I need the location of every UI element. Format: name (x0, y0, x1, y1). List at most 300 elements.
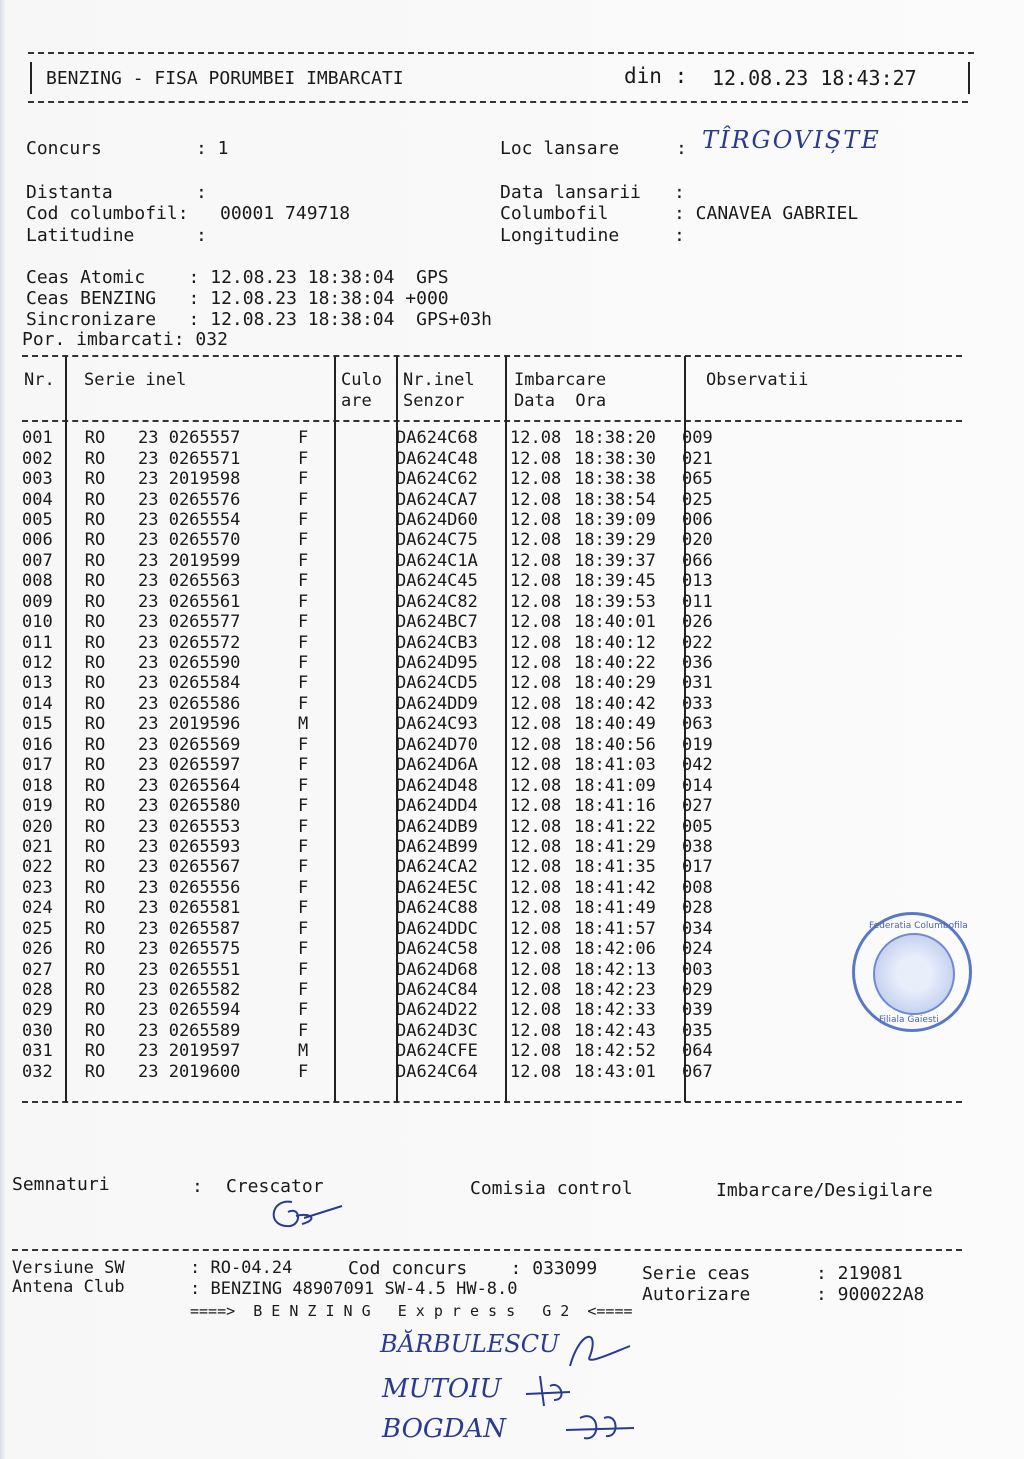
row-nr: 028 (22, 980, 53, 1001)
row-sensor: DA624D22 (396, 1000, 478, 1021)
col-header-imbarcare-2: Data Ora (514, 391, 607, 411)
row-sex: F (298, 857, 309, 878)
row-observatii: 033 (682, 693, 713, 714)
row-sex: F (298, 448, 309, 469)
row-time: 18:38:38 (574, 469, 656, 490)
row-ring-series: 23 0265570 (138, 530, 241, 551)
row-observatii: 011 (682, 591, 713, 612)
row-observatii: 026 (682, 612, 713, 633)
autorizare-label: Autorizare (642, 1284, 751, 1305)
longitudine-label: Longitudine (500, 225, 620, 246)
row-date: 12.08 (510, 857, 562, 878)
row-color (328, 653, 388, 673)
table-row (22, 653, 742, 673)
row-time: 18:42:52 (574, 1041, 656, 1062)
row-time: 18:40:42 (574, 693, 656, 714)
row-color (328, 857, 388, 877)
row-time: 18:42:06 (574, 939, 656, 960)
row-time: 18:41:57 (574, 918, 656, 939)
row-observatii: 065 (682, 469, 713, 490)
table-bottom-rule (22, 1101, 962, 1103)
row-ring-series: 23 0265572 (138, 632, 241, 653)
row-ring-series: 23 2019597 (138, 1041, 241, 1062)
row-country: RO (84, 775, 106, 796)
row-sex: M (298, 1041, 309, 1062)
row-ring-series: 23 2019600 (138, 1061, 241, 1082)
latitudine-value: : (196, 225, 207, 246)
porumbei-imbarcati-line: Por. imbarcati: 032 (22, 329, 228, 350)
row-time: 18:41:16 (574, 796, 656, 817)
row-sex: F (298, 734, 309, 755)
row-country: RO (84, 734, 106, 755)
serie-ceas-value: : 219081 (816, 1263, 903, 1284)
row-color (328, 816, 388, 836)
table-row (22, 837, 742, 857)
header-left-border (30, 62, 32, 94)
table-row (22, 959, 742, 979)
col-header-nr-inel-1: Nr.inel (403, 370, 475, 390)
row-nr: 031 (22, 1041, 53, 1062)
row-sex: F (298, 530, 309, 551)
row-nr: 029 (22, 1000, 53, 1021)
row-sex: F (298, 877, 309, 898)
cod-columbofil-value: 00001 749718 (220, 203, 351, 224)
row-time: 18:42:33 (574, 1000, 656, 1021)
row-sex: F (298, 550, 309, 571)
row-observatii: 003 (682, 959, 713, 980)
table-row (22, 980, 742, 1000)
row-observatii: 066 (682, 550, 713, 571)
row-country: RO (84, 653, 106, 674)
table-row (22, 857, 742, 877)
row-sensor: DA624CB3 (396, 632, 478, 653)
row-country: RO (84, 673, 106, 694)
row-observatii: 017 (682, 857, 713, 878)
row-ring-series: 23 0265569 (138, 734, 241, 755)
sincronizare-line: Sincronizare : 12.08.23 18:38:04 GPS+03h (26, 309, 492, 330)
col-header-culoare-2: are (341, 391, 372, 411)
row-nr: 005 (22, 509, 53, 530)
federation-stamp (852, 912, 972, 1032)
row-observatii: 031 (682, 673, 713, 694)
row-sensor: DA624B99 (396, 836, 478, 857)
row-nr: 012 (22, 653, 53, 674)
row-sex: F (298, 755, 309, 776)
row-date: 12.08 (510, 1061, 562, 1082)
row-sensor: DA624BC7 (396, 612, 478, 633)
row-time: 18:42:23 (574, 980, 656, 1001)
row-date: 12.08 (510, 428, 562, 449)
row-nr: 015 (22, 714, 53, 735)
distanta-value: : (196, 182, 207, 203)
row-date: 12.08 (510, 653, 562, 674)
data-lansarii-value: : (674, 182, 685, 203)
row-observatii: 005 (682, 816, 713, 837)
row-country: RO (84, 509, 106, 530)
row-sensor: DA624D95 (396, 653, 478, 674)
row-time: 18:39:45 (574, 571, 656, 592)
row-sex: F (298, 939, 309, 960)
row-color (328, 632, 388, 652)
row-date: 12.08 (510, 612, 562, 633)
row-nr: 032 (22, 1061, 53, 1082)
table-row (22, 755, 742, 775)
versiune-sw-value: : RO-04.24 (190, 1258, 293, 1278)
table-row (22, 489, 742, 509)
signature-2-icon (520, 1370, 580, 1410)
cod-columbofil-label: Cod columbofil: (26, 203, 189, 224)
col-header-culoare-1: Culo (341, 370, 382, 390)
row-time: 18:39:29 (574, 530, 656, 551)
row-date: 12.08 (510, 591, 562, 612)
stamp-text-bottom: Filiala Gaiesti (879, 1015, 939, 1025)
row-country: RO (84, 428, 106, 449)
table-row (22, 714, 742, 734)
row-time: 18:39:37 (574, 550, 656, 571)
row-nr: 020 (22, 816, 53, 837)
signature-1-icon (560, 1326, 640, 1372)
row-color (328, 878, 388, 898)
row-nr: 027 (22, 959, 53, 980)
row-sensor: DA624CFE (396, 1041, 478, 1062)
row-nr: 026 (22, 939, 53, 960)
row-country: RO (84, 1020, 106, 1041)
table-row (22, 694, 742, 714)
row-ring-series: 23 0265593 (138, 836, 241, 857)
row-nr: 014 (22, 693, 53, 714)
col-header-nr-inel-2: Senzor (403, 391, 465, 411)
row-country: RO (84, 898, 106, 919)
serie-ceas-label: Serie ceas (642, 1263, 751, 1284)
table-row (22, 796, 742, 816)
row-sex: F (298, 469, 309, 490)
row-sensor: DA624C82 (396, 591, 478, 612)
table-row (22, 898, 742, 918)
row-sensor: DA624C45 (396, 571, 478, 592)
row-ring-series: 23 0265581 (138, 898, 241, 919)
row-country: RO (84, 489, 106, 510)
row-color (328, 796, 388, 816)
row-ring-series: 23 0265590 (138, 653, 241, 674)
data-lansarii-label: Data lansarii (500, 182, 641, 203)
row-observatii: 022 (682, 632, 713, 653)
table-row (22, 469, 742, 489)
row-nr: 030 (22, 1020, 53, 1041)
row-sensor: DA624C62 (396, 469, 478, 490)
row-sensor: DA624C1A (396, 550, 478, 571)
table-row (22, 1041, 742, 1061)
row-date: 12.08 (510, 836, 562, 857)
row-nr: 017 (22, 755, 53, 776)
row-country: RO (84, 550, 106, 571)
header-bottom-rule (28, 101, 968, 103)
col-header-serie-inel: Serie inel (84, 370, 187, 390)
row-country: RO (84, 571, 106, 592)
row-country: RO (84, 918, 106, 939)
loc-lansare-label: Loc lansare (500, 138, 620, 159)
row-time: 18:41:03 (574, 755, 656, 776)
table-row (22, 428, 742, 448)
row-color (328, 510, 388, 530)
row-country: RO (84, 796, 106, 817)
row-sensor: DA624C84 (396, 980, 478, 1001)
row-observatii: 039 (682, 1000, 713, 1021)
row-date: 12.08 (510, 877, 562, 898)
row-observatii: 035 (682, 1020, 713, 1041)
row-ring-series: 23 0265577 (138, 612, 241, 633)
table-row (22, 592, 742, 612)
row-observatii: 063 (682, 714, 713, 735)
crescator-label: Crescator (226, 1176, 324, 1197)
row-color (328, 694, 388, 714)
row-nr: 009 (22, 591, 53, 612)
row-time: 18:40:12 (574, 632, 656, 653)
row-sex: F (298, 836, 309, 857)
row-sex: F (298, 959, 309, 980)
row-sensor: DA624C68 (396, 428, 478, 449)
row-ring-series: 23 0265589 (138, 1020, 241, 1041)
row-color (328, 489, 388, 509)
row-country: RO (84, 714, 106, 735)
row-nr: 025 (22, 918, 53, 939)
row-nr: 016 (22, 734, 53, 755)
row-nr: 008 (22, 571, 53, 592)
header-datetime: 12.08.23 18:43:27 (712, 66, 917, 90)
row-nr: 002 (22, 448, 53, 469)
table-row (22, 816, 742, 836)
row-country: RO (84, 939, 106, 960)
table-row (22, 1021, 742, 1041)
row-date: 12.08 (510, 509, 562, 530)
loc-lansare-colon: : (676, 138, 687, 159)
row-sensor: DA624C93 (396, 714, 478, 735)
row-date: 12.08 (510, 530, 562, 551)
table-row (22, 510, 742, 530)
row-nr: 007 (22, 550, 53, 571)
autorizare-value: : 900022A8 (816, 1284, 925, 1305)
row-sex: F (298, 775, 309, 796)
table-row (22, 530, 742, 550)
row-observatii: 036 (682, 653, 713, 674)
row-color (328, 980, 388, 1000)
row-ring-series: 23 0265567 (138, 857, 241, 878)
row-sensor: DA624C75 (396, 530, 478, 551)
row-country: RO (84, 612, 106, 633)
row-color (328, 898, 388, 918)
row-ring-series: 23 0265586 (138, 693, 241, 714)
row-observatii: 067 (682, 1061, 713, 1082)
row-color (328, 551, 388, 571)
row-observatii: 013 (682, 571, 713, 592)
row-time: 18:41:22 (574, 816, 656, 837)
handwritten-name-2: MUTOIU (382, 1374, 502, 1404)
table-header-rule (22, 420, 962, 422)
table-row (22, 571, 742, 591)
row-time: 18:41:49 (574, 898, 656, 919)
columbofil-value: : CANAVEA GABRIEL (674, 203, 859, 224)
row-color (328, 1062, 388, 1082)
row-observatii: 064 (682, 1041, 713, 1062)
comisia-control-label: Comisia control (470, 1178, 633, 1199)
row-time: 18:40:29 (574, 673, 656, 694)
distanta-label: Distanta (26, 182, 113, 203)
row-country: RO (84, 1041, 106, 1062)
row-date: 12.08 (510, 469, 562, 490)
pigeon-table (22, 428, 742, 1082)
row-sensor: DA624DDC (396, 918, 478, 939)
row-observatii: 008 (682, 877, 713, 898)
row-color (328, 939, 388, 959)
versiune-sw-label: Versiune SW (12, 1258, 125, 1278)
row-date: 12.08 (510, 734, 562, 755)
col-header-observatii: Observatii (706, 370, 809, 390)
cod-concurs-line: Cod concurs : 033099 (348, 1258, 598, 1279)
row-color (328, 673, 388, 693)
table-row (22, 919, 742, 939)
row-ring-series: 23 0265561 (138, 591, 241, 612)
row-observatii: 014 (682, 775, 713, 796)
row-ring-series: 23 0265594 (138, 1000, 241, 1021)
row-sex: F (298, 489, 309, 510)
row-time: 18:41:09 (574, 775, 656, 796)
row-time: 18:38:54 (574, 489, 656, 510)
table-row (22, 551, 742, 571)
row-sensor: DA624D60 (396, 509, 478, 530)
antena-club-label: Antena Club (12, 1277, 125, 1297)
table-row (22, 775, 742, 795)
row-sensor: DA624DD4 (396, 796, 478, 817)
row-date: 12.08 (510, 673, 562, 694)
columbofil-label: Columbofil (500, 203, 609, 224)
row-sensor: DA624CA2 (396, 857, 478, 878)
row-sensor: DA624CA7 (396, 489, 478, 510)
row-country: RO (84, 857, 106, 878)
row-observatii: 038 (682, 836, 713, 857)
semnaturi-colon: : (192, 1176, 203, 1197)
row-nr: 021 (22, 836, 53, 857)
table-row (22, 632, 742, 652)
row-date: 12.08 (510, 755, 562, 776)
ceas-benzing-line: Ceas BENZING : 12.08.23 18:38:04 +000 (26, 288, 449, 309)
table-row (22, 448, 742, 468)
row-time: 18:40:01 (574, 612, 656, 633)
row-sex: F (298, 980, 309, 1001)
row-date: 12.08 (510, 898, 562, 919)
row-observatii: 020 (682, 530, 713, 551)
row-ring-series: 23 0265557 (138, 428, 241, 449)
row-sensor: DA624D48 (396, 775, 478, 796)
row-ring-series: 23 0265554 (138, 509, 241, 530)
row-color (328, 612, 388, 632)
row-sensor: DA624CD5 (396, 673, 478, 694)
row-date: 12.08 (510, 1041, 562, 1062)
longitudine-value: : (674, 225, 685, 246)
row-sex: F (298, 571, 309, 592)
row-color (328, 592, 388, 612)
row-ring-series: 23 0265556 (138, 877, 241, 898)
stamp-pigeon-emblem (873, 933, 955, 1015)
row-nr: 024 (22, 898, 53, 919)
row-color (328, 919, 388, 939)
concurs-label: Concurs (26, 138, 102, 159)
row-date: 12.08 (510, 448, 562, 469)
row-date: 12.08 (510, 939, 562, 960)
row-sex: F (298, 796, 309, 817)
row-color (328, 714, 388, 734)
row-sensor: DA624D70 (396, 734, 478, 755)
row-ring-series: 23 0265564 (138, 775, 241, 796)
row-observatii: 029 (682, 980, 713, 1001)
row-country: RO (84, 632, 106, 653)
row-ring-series: 23 2019596 (138, 714, 241, 735)
row-ring-series: 23 0265575 (138, 939, 241, 960)
row-nr: 011 (22, 632, 53, 653)
row-ring-series: 23 2019599 (138, 550, 241, 571)
row-sensor: DA624DB9 (396, 816, 478, 837)
row-nr: 013 (22, 673, 53, 694)
row-nr: 003 (22, 469, 53, 490)
table-row (22, 939, 742, 959)
row-color (328, 448, 388, 468)
row-country: RO (84, 1000, 106, 1021)
row-observatii: 034 (682, 918, 713, 939)
row-sex: M (298, 714, 309, 735)
row-date: 12.08 (510, 550, 562, 571)
row-nr: 022 (22, 857, 53, 878)
row-observatii: 021 (682, 448, 713, 469)
row-color (328, 469, 388, 489)
row-date: 12.08 (510, 816, 562, 837)
row-time: 18:41:35 (574, 857, 656, 878)
header-right-border (968, 62, 970, 94)
row-date: 12.08 (510, 918, 562, 939)
row-sensor: DA624DD9 (396, 693, 478, 714)
row-observatii: 006 (682, 509, 713, 530)
row-sex: F (298, 898, 309, 919)
row-time: 18:39:53 (574, 591, 656, 612)
row-color (328, 428, 388, 448)
row-date: 12.08 (510, 796, 562, 817)
row-time: 18:43:01 (574, 1061, 656, 1082)
row-observatii: 028 (682, 898, 713, 919)
row-ring-series: 23 0265580 (138, 796, 241, 817)
row-ring-series: 23 0265563 (138, 571, 241, 592)
row-date: 12.08 (510, 775, 562, 796)
table-row (22, 878, 742, 898)
row-country: RO (84, 1061, 106, 1082)
row-time: 18:38:30 (574, 448, 656, 469)
row-country: RO (84, 448, 106, 469)
benzing-express-banner: ====> B E N Z I N G E x p r e s s G 2 <==== (190, 1302, 633, 1320)
row-color (328, 1041, 388, 1061)
table-row (22, 673, 742, 693)
row-date: 12.08 (510, 1020, 562, 1041)
row-observatii: 042 (682, 755, 713, 776)
row-nr: 023 (22, 877, 53, 898)
row-time: 18:38:20 (574, 428, 656, 449)
col-header-imbarcare-1: Imbarcare (514, 370, 607, 390)
stamp-text-top: Federatia Columbofila (869, 921, 968, 931)
row-sex: F (298, 918, 309, 939)
row-sex: F (298, 653, 309, 674)
row-nr: 001 (22, 428, 53, 449)
row-time: 18:42:43 (574, 1020, 656, 1041)
row-ring-series: 23 0265584 (138, 673, 241, 694)
row-time: 18:41:29 (574, 836, 656, 857)
table-top-rule (22, 355, 962, 357)
latitudine-label: Latitudine (26, 225, 135, 246)
handwritten-name-1: BĂRBULESCU (380, 1330, 560, 1358)
